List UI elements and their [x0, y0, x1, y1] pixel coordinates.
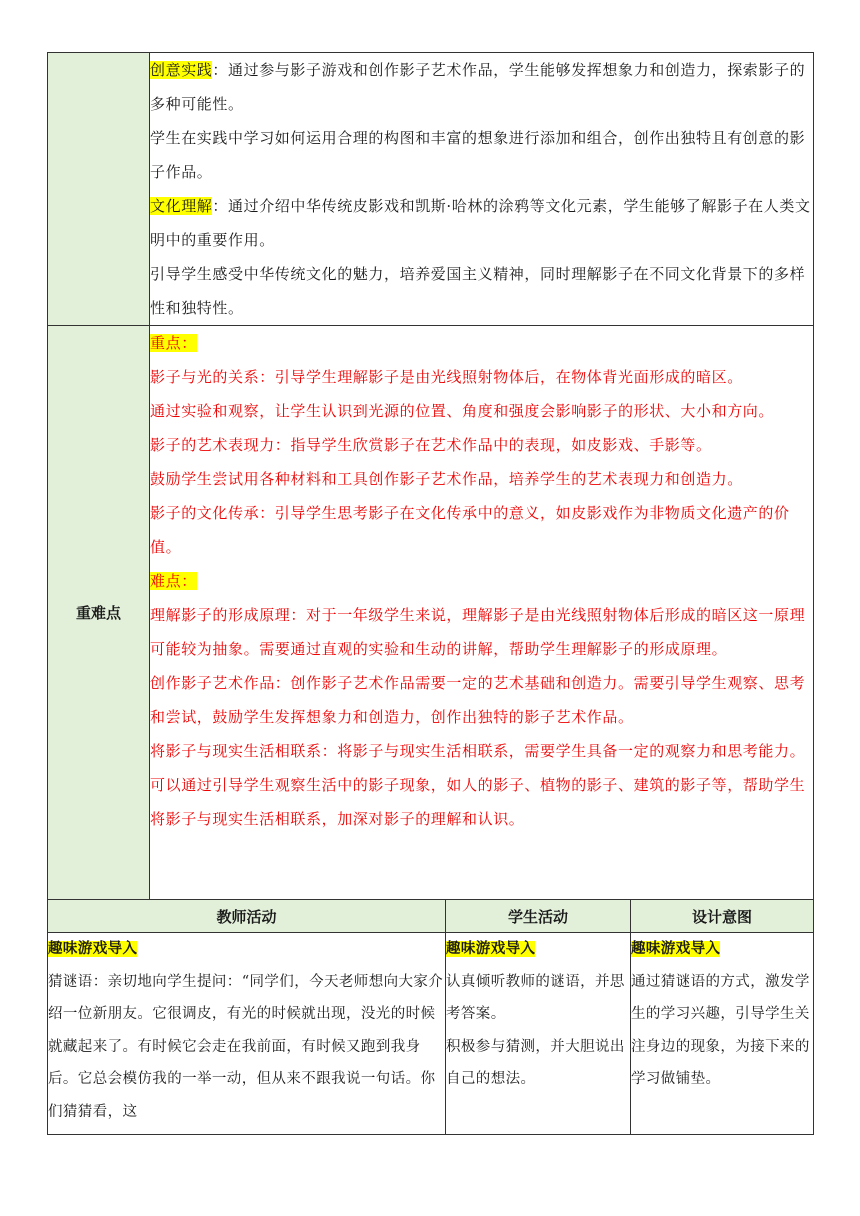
difficulty-heading-text: 难点：: [150, 572, 197, 590]
student-activity-title: [446, 933, 630, 966]
objective-text: ：通过参与影子游戏和创作影子艺术作品，学生能够发挥想象力和创造力，探索影子的多种可能性。: [150, 61, 806, 113]
activity-row: [48, 933, 814, 1135]
key-item: 通过实验和观察，让学生认识到光源的位置、角度和强度会影响影子的形状、大小和方向。: [150, 402, 775, 420]
key-item: 鼓励学生尝试用各种材料和工具创作影子艺术作品，培养学生的艺术表现力和创造力。: [150, 470, 743, 488]
design-intent-cell: [631, 933, 814, 1135]
student-activity-line: 认真倾听教师的谜语，并思考答案。: [446, 973, 625, 1022]
objective-text: 学生在实践中学习如何运用合理的构图和丰富的想象进行添加和组合，创作出独特且有创意的影子作品。: [150, 129, 806, 181]
design-intent-text: 通过猜谜语的方式，激发学生的学习兴趣，引导学生关注身边的现象，为接下来的学习做铺垫。: [631, 973, 810, 1087]
teacher-activity-title-text: 趣味游戏导入: [48, 941, 138, 957]
difficulty-item: 创作影子艺术作品：创作影子艺术作品需要一定的艺术基础和创造力。需要引导学生观察、思考和尝试，鼓励学生发挥想象力和创造力，创作出独特的影子艺术作品。: [150, 674, 806, 726]
objectives-content: [150, 53, 814, 326]
difficulty-heading: [150, 564, 813, 598]
header-student-activity: 学生活动: [446, 900, 631, 933]
teacher-activity-cell: [48, 933, 446, 1135]
objective-text: 引导学生感受中华传统文化的魅力，培养爱国主义精神，同时理解影子在不同文化背景下的多样性和独特性。: [150, 265, 806, 317]
key-item: 影子的艺术表现力：指导学生欣赏影子在艺术作品中的表现，如皮影戏、手影等。: [150, 436, 712, 454]
objective-paragraph: [150, 121, 813, 189]
objective-creative-practice: [150, 53, 813, 121]
key-points-label: 重难点: [48, 326, 150, 900]
teacher-activity-content: [48, 933, 445, 1133]
activity-header-row: [48, 900, 814, 933]
student-activity-cell: [446, 933, 631, 1135]
lesson-plan-table: [47, 52, 814, 1135]
header-teacher-activity: 教师活动: [48, 900, 446, 933]
design-intent-title: [631, 933, 813, 966]
key-points-row: [48, 326, 814, 900]
key-item: 影子与光的关系：引导学生理解影子是由光线照射物体后，在物体背光面形成的暗区。: [150, 368, 743, 386]
student-activity-line: 积极参与猜测，并大胆说出自己的想法。: [446, 1038, 625, 1087]
teacher-activity-text: 猜谜语：亲切地向学生提问：“同学们，今天老师想向大家介绍一位新朋友。它很调皮，有光的时候就出现，没光的时候就藏起来了。有时候它会走在我前面，有时候又跑到我身后。它总会模仿我的一举一动，但从来不跟我说一句话。你们猜猜看，这: [48, 973, 444, 1120]
objective-paragraph: [150, 257, 813, 325]
key-heading-text: 重点：: [150, 334, 197, 352]
student-activity-title-text: 趣味游戏导入: [446, 941, 536, 957]
objective-text: ：通过介绍中华传统皮影戏和凯斯·哈林的涂鸦等文化元素，学生能够了解影子在人类文明中的重要作用。: [150, 197, 811, 249]
label-creative-practice: 创意实践: [150, 61, 213, 79]
key-points-content: [150, 326, 814, 900]
objectives-row: [48, 53, 814, 326]
header-design-intent: 设计意图: [631, 900, 814, 933]
objective-cultural-understanding: [150, 189, 813, 257]
key-heading: [150, 326, 813, 360]
difficulty-item: 将影子与现实生活相联系：将影子与现实生活相联系，需要学生具备一定的观察力和思考能力。可以通过引导学生观察生活中的影子现象，如人的影子、植物的影子、建筑的影子等，帮助学生将影子与现实生活相联系，加深对影子的理解和认识。: [150, 742, 806, 828]
teacher-activity-title: [48, 933, 445, 966]
difficulty-item: 理解影子的形成原理：对于一年级学生来说，理解影子是由光线照射物体后形成的暗区这一原理可能较为抽象。需要通过直观的实验和生动的讲解，帮助学生理解影子的形成原理。: [150, 606, 806, 658]
objectives-label-cell: [48, 53, 150, 326]
key-item: 影子的文化传承：引导学生思考影子在文化传承中的意义，如皮影戏作为非物质文化遗产的价值。: [150, 504, 790, 556]
design-intent-title-text: 趣味游戏导入: [631, 941, 721, 957]
label-cultural-understanding: 文化理解: [150, 197, 213, 215]
